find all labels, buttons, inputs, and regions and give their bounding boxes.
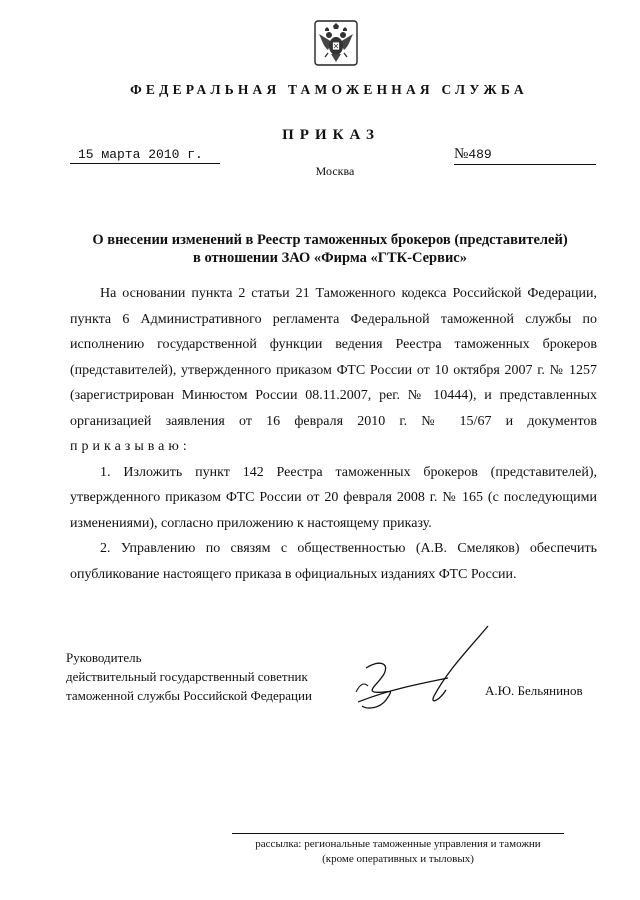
preamble-text: На основании пункта 2 статьи 21 Таможенного кодекса Российской Федерации, пункта 6 Административного регламента Федеральной таможенной службы по исполнению государственной функции ведения Реестра таможенных брокеров (представителей), утвержденного приказом ФТС России от 10 октября 2007 г. № 1257 (зарегистрирован Минюстом России 08.11.2007, рег. № 10444), и представленных организацией заявления от 16 февраля 2010 г. № 15/67 и документов: [70, 286, 597, 429]
order-date: 15 марта 2010 г.: [70, 147, 220, 164]
order-body: [70, 281, 597, 587]
distribution-list: [232, 833, 564, 867]
distribution-line-1: рассылка: региональные таможенные управления и таможни: [255, 838, 541, 850]
order-number-line: [454, 145, 596, 165]
city: Москва: [315, 164, 355, 178]
handwritten-signature: [338, 620, 508, 720]
document-type: ПРИКАЗ: [282, 127, 380, 143]
russian-coat-of-arms-icon: [314, 20, 358, 66]
signatory-line-3: таможенной службы Российской Федерации: [66, 688, 312, 703]
item-1: 1. Изложить пункт 142 Реестра таможенных брокеров (представителей), утвержденного приказом ФТС России от 20 февраля 2008 г. № 165 (с последующими изменениями), согласно приложению к настоящему приказу.: [70, 464, 597, 531]
preamble-paragraph: [70, 281, 597, 460]
order-heading: [60, 231, 600, 267]
number-sign: №: [454, 146, 469, 162]
distribution-line-2: (кроме оперативных и тыловых): [322, 853, 474, 865]
order-number: 489: [468, 147, 492, 162]
heading-line-1: О внесении изменений в Реестр таможенных брокеров (представителей): [92, 232, 568, 248]
agency-name: ФЕДЕРАЛЬНАЯ ТАМОЖЕННАЯ СЛУЖБА: [130, 82, 528, 97]
signatory-line-2: действительный государственный советник: [66, 669, 308, 684]
heading-line-2: в отношении ЗАО «Фирма «ГТК-Сервис»: [193, 250, 467, 266]
signer-name: А.Ю. Бельянинов: [485, 683, 583, 698]
order-word: приказываю:: [70, 439, 191, 454]
item-2: 2. Управлению по связям с общественностью (А.В. Смеляков) обеспечить опубликование настоящего приказа в официальных изданиях ФТС России.: [70, 541, 597, 582]
signatory-title: [66, 648, 312, 705]
signatory-line-1: Руководитель: [66, 650, 142, 665]
